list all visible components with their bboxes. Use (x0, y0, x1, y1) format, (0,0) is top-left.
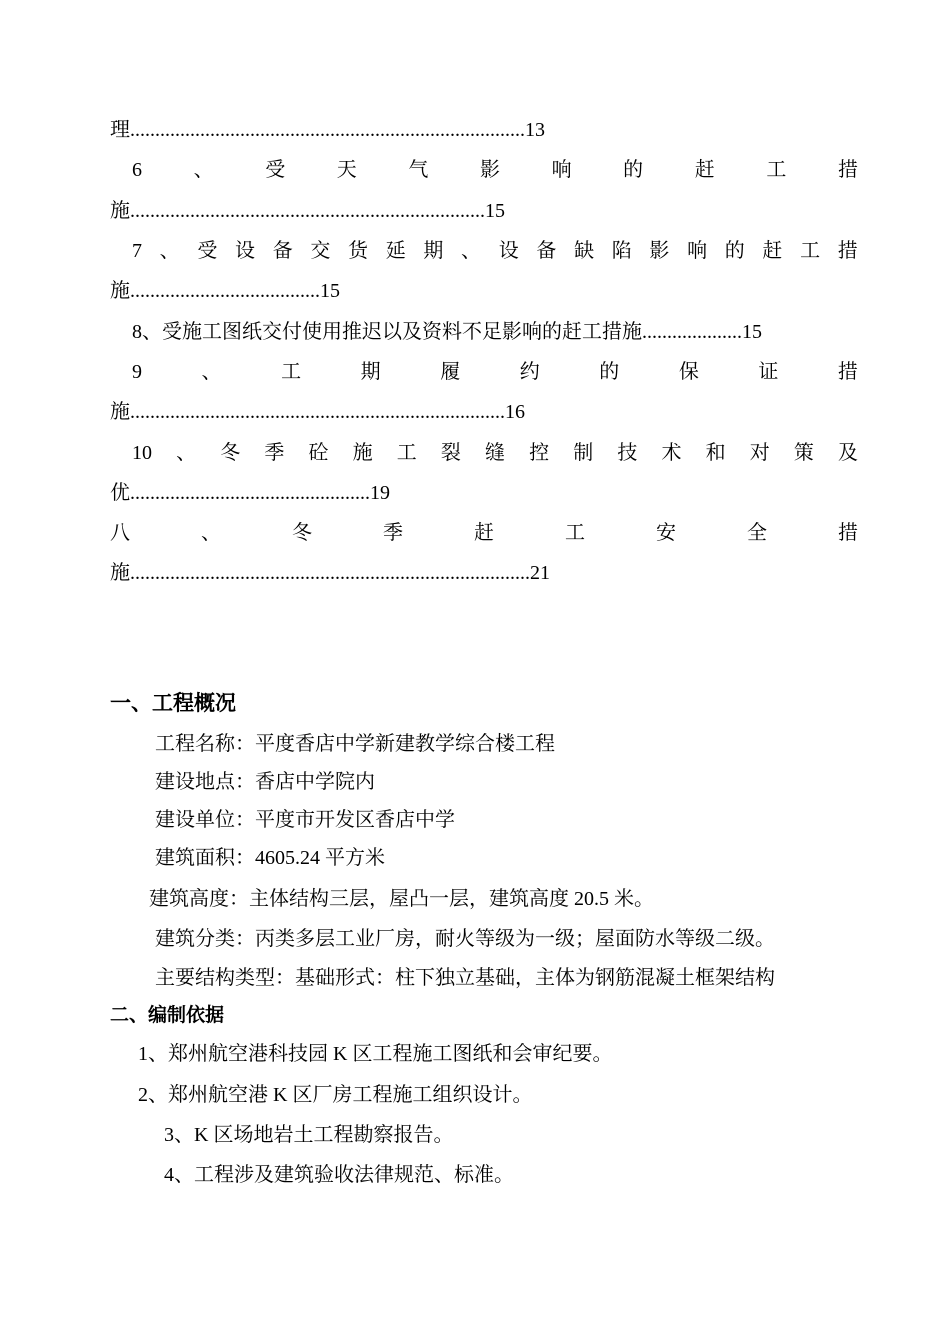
toc-dots: ................................................ (130, 482, 370, 504)
toc-char: 缝 (485, 442, 505, 464)
toc-char: 期 (423, 240, 444, 262)
toc-char: 、 (201, 361, 222, 383)
toc-char: 裂 (440, 442, 461, 464)
toc-char: 季 (383, 522, 403, 544)
toc-char: 受 (265, 159, 286, 181)
toc-char: 货 (348, 240, 369, 262)
toc-char: 赶 (694, 159, 715, 181)
section-heading-overview: 一、工程概况 (110, 691, 236, 715)
toc-char: 、 (159, 240, 180, 262)
toc-char: 的 (623, 159, 644, 181)
toc-char: 设 (498, 240, 519, 262)
toc-char: 证 (758, 361, 779, 383)
toc-char: 期 (360, 361, 381, 383)
toc-char: 备 (536, 240, 557, 262)
toc-char: 影 (479, 159, 500, 181)
toc-line[interactable] (110, 558, 858, 588)
toc-lead: 施 (110, 200, 130, 222)
toc-char: 天 (336, 159, 357, 181)
toc-char: 冬 (220, 442, 241, 464)
toc-char: 工 (766, 159, 787, 181)
toc-char: 约 (519, 361, 540, 383)
toc-char: 工 (396, 442, 417, 464)
toc-char: 及 (838, 442, 858, 464)
toc-char: 术 (661, 442, 682, 464)
toc-entry-9[interactable] (132, 357, 858, 387)
toc-page: 13 (525, 119, 545, 141)
structure-type: 主要结构类型：基础形式：柱下独立基础，主体为钢筋混凝土框架结构 (155, 967, 775, 989)
toc-char: 、 (176, 442, 197, 464)
toc-page: 15 (742, 321, 762, 343)
toc-line[interactable] (110, 397, 858, 427)
toc-char: 响 (551, 159, 572, 181)
toc-char: 季 (264, 442, 285, 464)
toc-char: 工 (281, 361, 302, 383)
toc-char: 履 (440, 361, 461, 383)
toc-char: 备 (272, 240, 293, 262)
toc-char: 6 (132, 159, 142, 181)
toc-char: 对 (749, 442, 770, 464)
toc-dots: ...................................... (130, 280, 320, 302)
toc-char: 10 (132, 442, 152, 464)
toc-char: 措 (837, 240, 858, 262)
toc-entry-7[interactable] (132, 236, 858, 266)
toc-dots: ........................................................................... (130, 401, 505, 423)
toc-line[interactable] (110, 478, 858, 508)
toc-page: 16 (505, 401, 525, 423)
toc-char: 交 (310, 240, 331, 262)
toc-char: 保 (678, 361, 699, 383)
toc-dots: ............................................................................... (130, 119, 525, 141)
toc-char: 、 (193, 159, 214, 181)
toc-char: 的 (599, 361, 620, 383)
toc-char: 受 (197, 240, 218, 262)
toc-char: 9 (132, 361, 142, 383)
toc-char: 响 (687, 240, 708, 262)
toc-char: 赶 (474, 522, 494, 544)
section-heading-basis: 二、编制依据 (110, 1004, 225, 1026)
toc-lead: 优 (110, 482, 130, 504)
toc-char: 控 (529, 442, 550, 464)
toc-entry-6[interactable] (132, 155, 858, 185)
toc-char: 7 (132, 240, 142, 262)
project-name: 工程名称：平度香店中学新建教学综合楼工程 (155, 733, 555, 755)
toc-page: 21 (530, 562, 550, 584)
toc-page: 15 (320, 280, 340, 302)
building-height: 建筑高度：主体结构三层，屋凸一层，建筑高度 20.5 米。 (149, 888, 654, 910)
toc-lead: 施 (110, 562, 130, 584)
project-location: 建设地点：香店中学院内 (155, 771, 375, 793)
toc-lead: 施 (110, 401, 130, 423)
toc-char: 砼 (308, 442, 329, 464)
basis-item-4: 4、工程涉及建筑验收法律规范、标准。 (164, 1164, 514, 1186)
toc-line[interactable] (110, 196, 858, 226)
construction-unit: 建设单位：平度市开发区香店中学 (155, 809, 455, 831)
toc-char: 缺 (574, 240, 595, 262)
basis-item-2: 2、郑州航空港 K 区厂房工程施工组织设计。 (138, 1084, 533, 1106)
toc-char: 设 (235, 240, 256, 262)
toc-char: 陷 (611, 240, 632, 262)
toc-dots: ....................................................................... (130, 200, 485, 222)
toc-char: 措 (837, 361, 858, 383)
basis-item-3: 3、K 区场地岩土工程勘察报告。 (164, 1124, 454, 1146)
toc-char: 技 (617, 442, 638, 464)
toc-lead: 理 (110, 119, 130, 141)
toc-char: 措 (838, 522, 858, 544)
toc-lead: 施 (110, 280, 130, 302)
toc-char: 工 (565, 522, 585, 544)
toc-text: 8、受施工图纸交付使用推迟以及资料不足影响的赶工措施 (132, 321, 642, 343)
building-area: 建筑面积：4605.24 平方米 (155, 847, 385, 869)
building-classification: 建筑分类：丙类多层工业厂房，耐火等级为一级；屋面防水等级二级。 (155, 928, 775, 950)
toc-line[interactable] (110, 276, 858, 306)
toc-char: 的 (724, 240, 745, 262)
toc-char: 制 (573, 442, 594, 464)
toc-entry-8[interactable] (132, 317, 880, 347)
basis-item-1: 1、郑州航空港科技园 K 区工程施工图纸和会审纪要。 (138, 1043, 613, 1065)
toc-char: 全 (747, 522, 767, 544)
toc-char: 、 (201, 522, 221, 544)
toc-char: 影 (649, 240, 670, 262)
toc-line[interactable] (110, 115, 858, 145)
toc-char: 延 (385, 240, 406, 262)
toc-char: 措 (837, 159, 858, 181)
toc-char: 安 (656, 522, 676, 544)
toc-page: 19 (370, 482, 390, 504)
toc-char: 气 (408, 159, 429, 181)
toc-dots: ................................................................................ (130, 562, 530, 584)
toc-entry-10[interactable] (132, 438, 858, 468)
toc-char: 赶 (762, 240, 783, 262)
toc-entry-8-section[interactable] (110, 518, 858, 548)
toc-char: 施 (352, 442, 373, 464)
toc-char: 工 (800, 240, 821, 262)
toc-char: 、 (461, 240, 482, 262)
toc-char: 策 (793, 442, 814, 464)
toc-char: 八 (110, 522, 130, 544)
toc-page: 15 (485, 200, 505, 222)
toc-char: 冬 (292, 522, 312, 544)
toc-dots: .................... (642, 321, 742, 343)
toc-char: 和 (705, 442, 726, 464)
